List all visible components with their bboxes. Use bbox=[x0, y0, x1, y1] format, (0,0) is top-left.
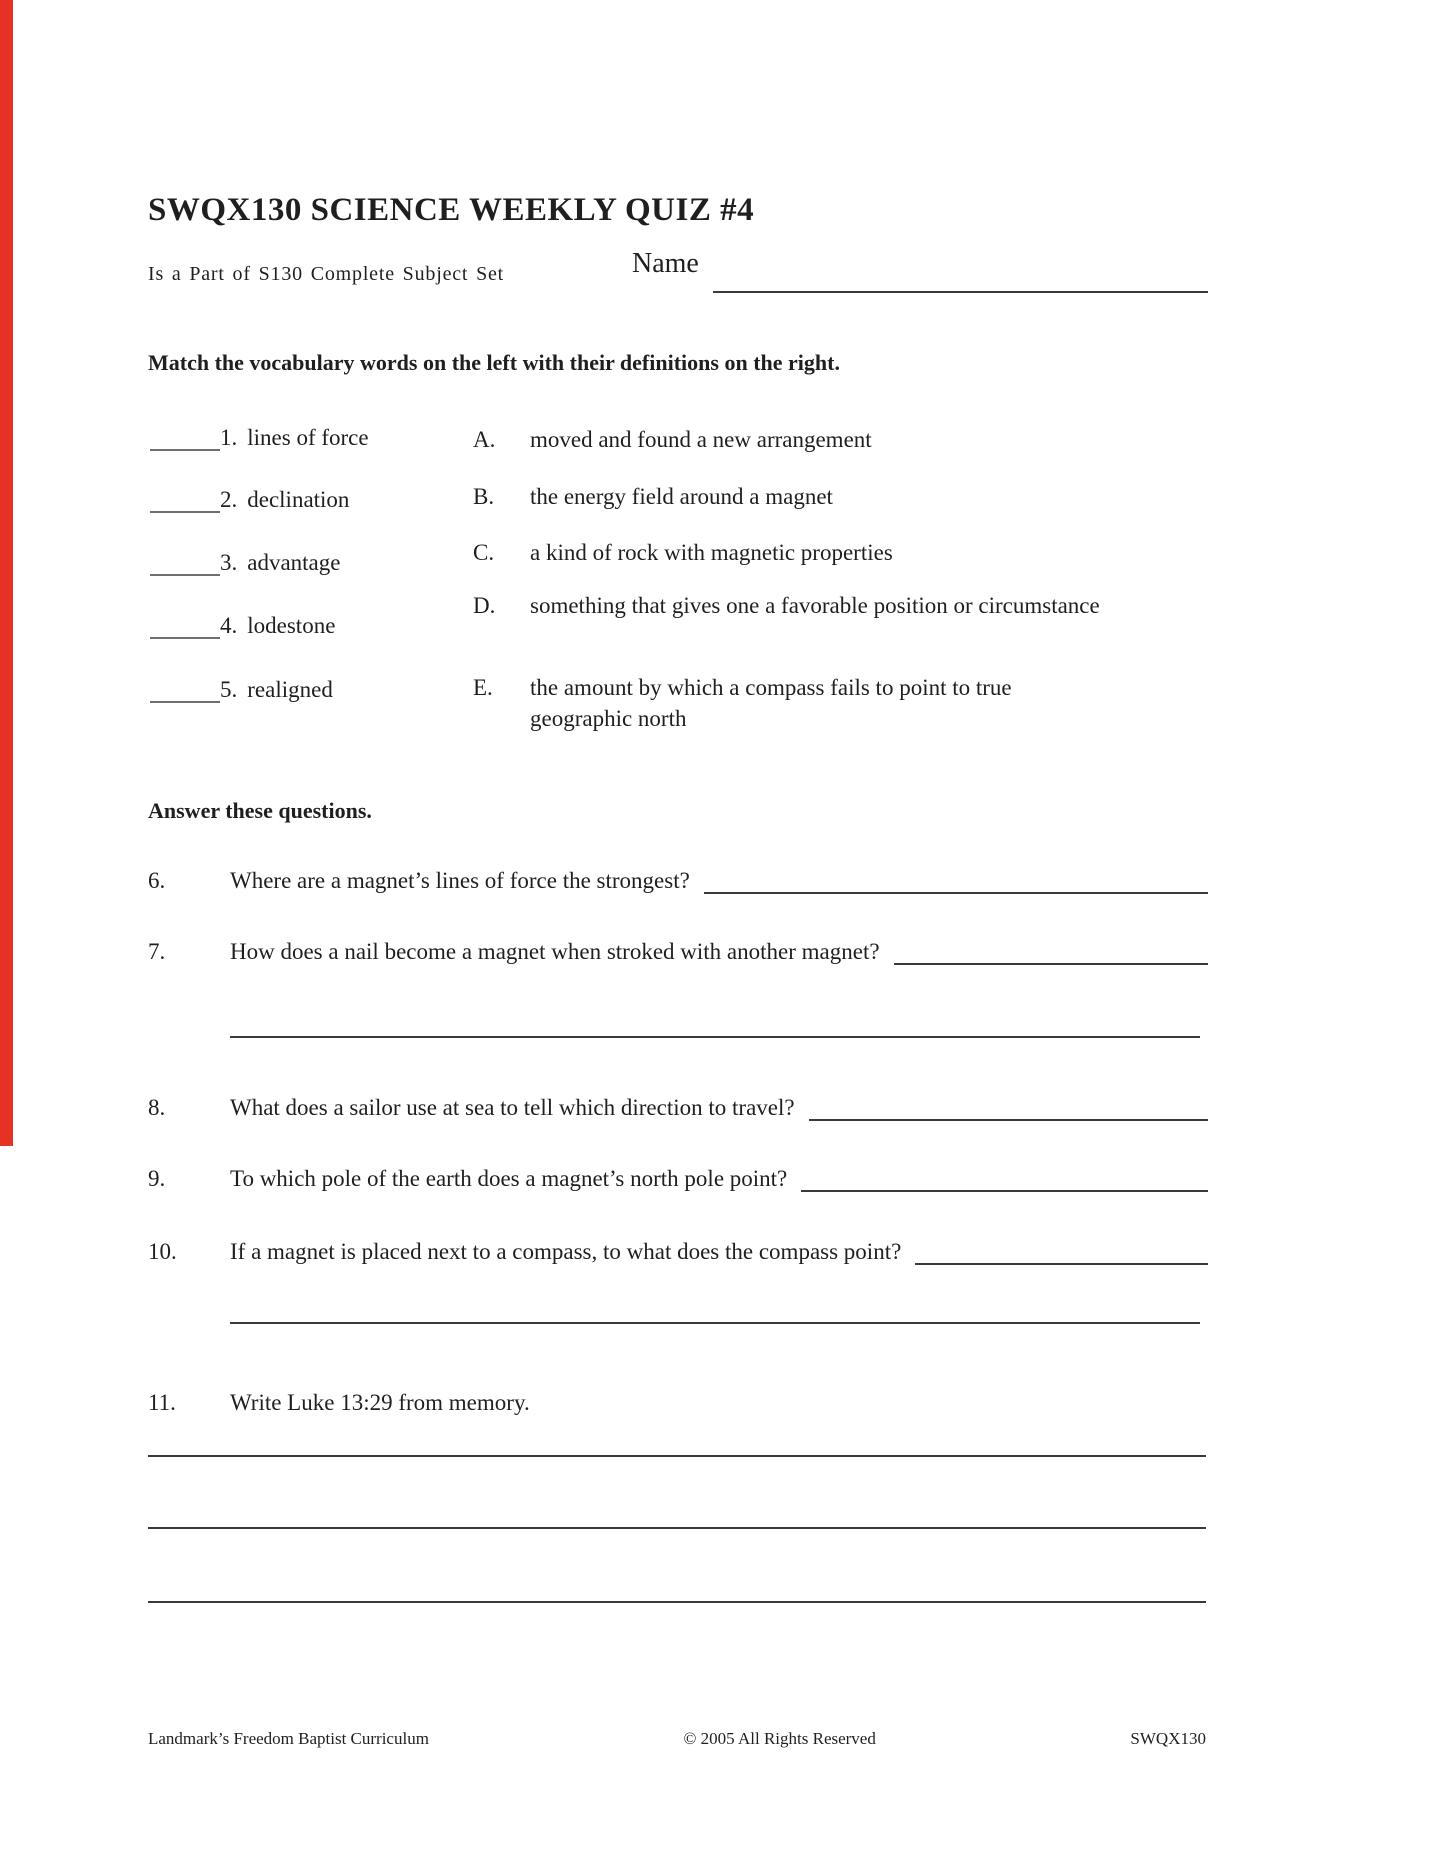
term-text: declination bbox=[247, 487, 350, 512]
match-term-row bbox=[150, 424, 369, 452]
match-definition-row bbox=[473, 481, 833, 512]
question-text: If a magnet is placed next to a compass, to what does the compass point? bbox=[230, 1239, 902, 1264]
question-number: 11. bbox=[148, 1390, 176, 1415]
term-number: 3. bbox=[220, 550, 238, 575]
questions-instruction: Answer these questions. bbox=[148, 798, 372, 823]
question-number: 6. bbox=[148, 868, 166, 893]
question-text: How does a nail become a magnet when stroked with another magnet? bbox=[230, 939, 880, 964]
term-text: lodestone bbox=[247, 613, 336, 638]
answer-line bbox=[230, 1322, 1200, 1324]
term-number: 4. bbox=[220, 613, 238, 638]
match-term-row bbox=[150, 486, 349, 514]
match-instruction: Match the vocabulary words on the left with their definitions on the right. bbox=[148, 350, 840, 375]
question-number: 10. bbox=[148, 1239, 177, 1264]
definition-text: a kind of rock with magnetic properties bbox=[530, 540, 893, 565]
answer-blank bbox=[150, 677, 220, 703]
match-definition-row bbox=[473, 424, 872, 455]
term-text: realigned bbox=[247, 677, 333, 702]
term-number: 5. bbox=[220, 677, 238, 702]
definition-text: the amount by which a compass fails to point to true geographic north bbox=[530, 675, 1012, 731]
question-row bbox=[148, 1164, 1208, 1194]
footer-code: SWQX130 bbox=[1130, 1729, 1206, 1748]
match-definition-row bbox=[473, 672, 1115, 734]
definition-letter: B. bbox=[473, 484, 495, 509]
answer-line bbox=[704, 866, 1208, 894]
page-title: SWQX130 SCIENCE WEEKLY QUIZ #4 bbox=[148, 192, 755, 228]
term-number: 1. bbox=[220, 425, 238, 450]
question-number: 8. bbox=[148, 1095, 166, 1120]
name-label: Name bbox=[632, 248, 699, 279]
question-row bbox=[148, 1093, 1208, 1123]
question-text: Where are a magnet’s lines of force the strongest? bbox=[230, 868, 690, 893]
footer-publisher: Landmark’s Freedom Baptist Curriculum bbox=[148, 1729, 429, 1748]
answer-line bbox=[148, 1527, 1206, 1529]
term-number: 2. bbox=[220, 487, 238, 512]
match-term-row bbox=[150, 612, 335, 640]
question-number: 7. bbox=[148, 939, 166, 964]
page-subtitle: Is a Part of S130 Complete Subject Set bbox=[148, 263, 505, 285]
answer-blank bbox=[150, 425, 220, 451]
definition-text: something that gives one a favorable position or circumstance bbox=[530, 593, 1100, 618]
page-footer bbox=[148, 1729, 1206, 1749]
footer-copyright: © 2005 All Rights Reserved bbox=[683, 1729, 876, 1748]
answer-blank bbox=[150, 550, 220, 576]
match-definition-row bbox=[473, 537, 893, 568]
question-row bbox=[148, 866, 1208, 896]
question-text: To which pole of the earth does a magnet’s north pole point? bbox=[230, 1166, 788, 1191]
answer-blank bbox=[150, 613, 220, 639]
question-number: 9. bbox=[148, 1166, 166, 1191]
answer-line bbox=[894, 937, 1208, 965]
question-row bbox=[148, 937, 1208, 967]
question-text: Write Luke 13:29 from memory. bbox=[230, 1390, 530, 1415]
match-term-row bbox=[150, 549, 340, 577]
definition-text: the energy field around a magnet bbox=[530, 484, 833, 509]
answer-line bbox=[801, 1164, 1208, 1192]
answer-line bbox=[809, 1093, 1208, 1121]
answer-line bbox=[148, 1455, 1206, 1457]
match-term-row bbox=[150, 676, 333, 704]
term-text: advantage bbox=[247, 550, 341, 575]
answer-line bbox=[915, 1237, 1208, 1265]
name-blank-line bbox=[713, 291, 1208, 293]
definition-letter: A. bbox=[473, 427, 496, 452]
question-row bbox=[148, 1237, 1208, 1267]
match-definition-row bbox=[473, 590, 1100, 621]
definition-letter: D. bbox=[473, 593, 496, 618]
question-row bbox=[148, 1388, 1208, 1418]
scan-edge-stripe bbox=[0, 0, 13, 1146]
answer-blank bbox=[150, 487, 220, 513]
definition-text: moved and found a new arrangement bbox=[530, 427, 872, 452]
answer-line bbox=[230, 1036, 1200, 1038]
term-text: lines of force bbox=[247, 425, 369, 450]
definition-letter: E. bbox=[473, 675, 493, 700]
answer-line bbox=[148, 1601, 1206, 1603]
definition-letter: C. bbox=[473, 540, 495, 565]
question-text: What does a sailor use at sea to tell which direction to travel? bbox=[230, 1095, 795, 1120]
